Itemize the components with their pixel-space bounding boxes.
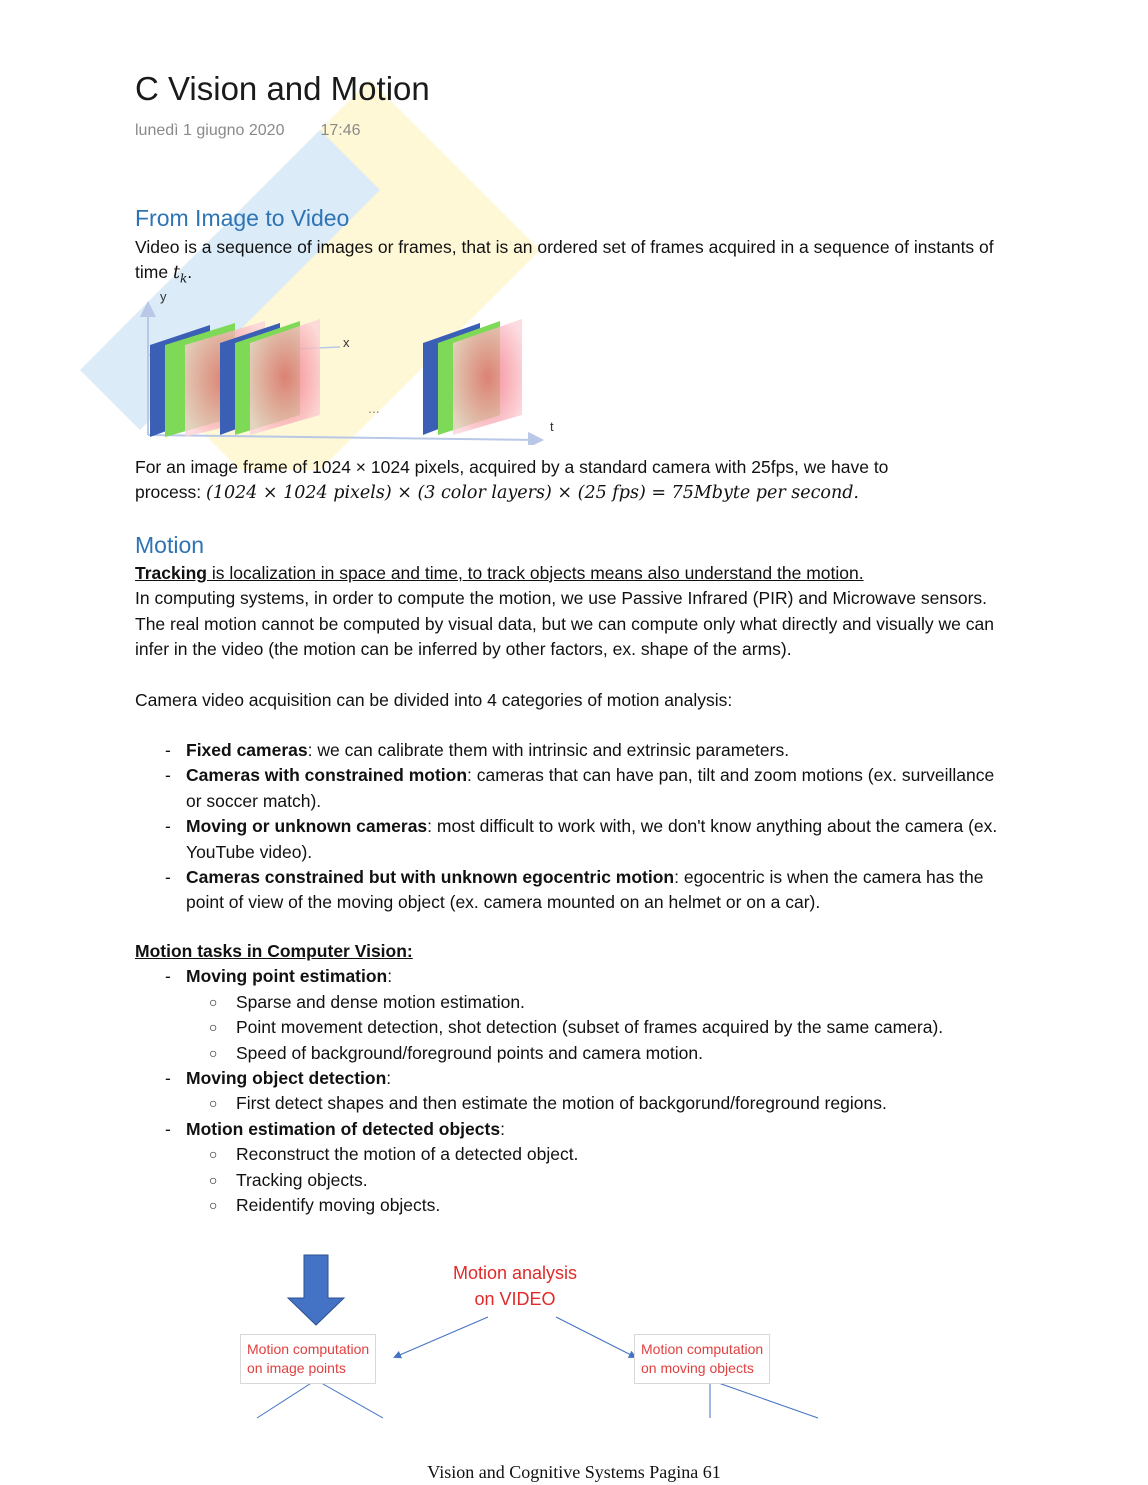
t-axis-label: t (550, 419, 554, 434)
calc-prefix: process: (135, 482, 206, 503)
list-dash: - (165, 816, 171, 837)
task-subitem (135, 1142, 1005, 1167)
list-dash: - (165, 765, 171, 786)
arrow-left-branch (395, 1317, 488, 1357)
task-title: Moving point estimation (186, 966, 388, 987)
circle-bullet-icon: ○ (209, 1095, 218, 1112)
task-title: Moving object detection (186, 1068, 387, 1089)
intro-end: . (187, 262, 193, 283)
circle-bullet-icon: ○ (209, 1146, 218, 1163)
category-item (135, 738, 1005, 763)
category-title: Moving or unknown cameras (186, 816, 428, 837)
page-date: lunedì 1 giugno 2020 (135, 122, 285, 139)
task-colon: : (500, 1118, 505, 1139)
tasks-list (135, 964, 1005, 1218)
circle-bullet-icon: ○ (209, 1171, 218, 1188)
right-box-line1: Motion computation (641, 1341, 764, 1357)
page-title: C Vision and Motion (135, 70, 430, 107)
tasks-heading: Motion tasks in Computer Vision: (135, 941, 413, 961)
category-text: : egocentric is when the camera has the point of view of the moving object (ex. camera mounted on an helmet or on a car). (186, 867, 984, 913)
motion-tasks (135, 939, 1005, 1218)
frames-ellipsis: ... (368, 400, 380, 416)
root-line1: Motion analysis (452, 1263, 578, 1283)
list-dash: - (165, 1068, 171, 1089)
task-group (135, 1117, 1005, 1142)
task-colon: : (386, 1068, 392, 1089)
task-colon: : (387, 966, 393, 987)
circle-bullet-icon: ○ (209, 1197, 218, 1214)
category-item (135, 865, 1005, 916)
task-subitem (135, 1168, 1005, 1193)
calc-line2 (135, 480, 1015, 506)
task-subitem-text: Speed of background/foreground points and camera motion. (236, 1042, 703, 1063)
category-title: Cameras with constrained motion (186, 765, 468, 786)
category-text: : we can calibrate them with intrinsic and extrinsic parameters. (307, 740, 790, 760)
category-title: Cameras constrained but with unknown egocentric motion (186, 867, 675, 888)
category-text: : most difficult to work with, we don't know anything about the camera (ex. YouTube video). (186, 816, 998, 862)
page-footer: Vision and Cognitive Systems Pagina 61 (427, 1462, 721, 1482)
arrow-right-branch (556, 1317, 635, 1357)
down-arrow-icon (288, 1255, 344, 1325)
calc-line1: For an image frame of 1024 × 1024 pixels, acquired by a standard camera with 25fps, we have to (135, 457, 889, 477)
task-subitem (135, 1041, 1005, 1066)
camera-categories-list (135, 738, 1005, 916)
task-subitem (135, 1015, 1005, 1040)
task-subitem (135, 1193, 1005, 1218)
task-group (135, 1066, 1005, 1091)
list-dash: - (165, 740, 171, 760)
task-subitem-text: First detect shapes and then estimate the motion of backgorund/foreground regions. (236, 1093, 887, 1114)
page-meta (135, 122, 361, 140)
left-box-line1: Motion computation (247, 1341, 370, 1357)
root-line2: on VIDEO (474, 1289, 556, 1309)
task-subitem-text: Reconstruct the motion of a detected object. (236, 1144, 579, 1165)
category-title: Fixed cameras (186, 740, 308, 760)
left-box-line2: on image points (247, 1360, 346, 1376)
intro-text: Video is a sequence of images or frames, that is an ordered set of frames acquired in a sequence of instants of time (135, 237, 994, 283)
left-child-line-2 (316, 1380, 383, 1418)
circle-bullet-icon: ○ (209, 1044, 218, 1061)
calc-paragraph (135, 455, 1015, 507)
tracking-term: Tracking (135, 563, 207, 583)
task-subitem (135, 1091, 1005, 1116)
section-heading-motion: Motion (135, 532, 205, 558)
task-subitem-text: Reidentify moving objects. (236, 1195, 441, 1216)
right-child-line-2 (710, 1380, 818, 1418)
task-title: Motion estimation of detected objects (186, 1118, 501, 1139)
diagram-box-image-points (240, 1334, 376, 1384)
categories-intro: Camera video acquisition can be divided into 4 categories of motion analysis: (135, 689, 733, 710)
intro-math-t: t (172, 263, 180, 284)
real-motion-paragraph: The real motion cannot be computed by visual data, but we can compute only what directly and visually we can infer in the video (the motion can be inferred by other factors, ex. shape of the arms). (135, 613, 994, 660)
category-item (135, 814, 1005, 865)
pir-paragraph: In computing systems, in order to compute the motion, we use Passive Infrared (PIR) and Microwave sensors. (135, 588, 988, 609)
page-time: 17:46 (320, 122, 361, 139)
task-subitem-text: Tracking objects. (236, 1169, 368, 1190)
category-item (135, 763, 1005, 814)
motion-paragraphs (135, 561, 1005, 713)
section1-intro (135, 235, 995, 292)
left-child-line-1 (257, 1380, 316, 1418)
task-subitem (135, 990, 1005, 1015)
video-frames-figure (140, 285, 570, 445)
tracking-text: is localization in space and time, to track objects means also understand the motion. (206, 563, 864, 583)
category-text: : cameras that can have pan, tilt and zoom motions (ex. surveillance or soccer match). (186, 765, 995, 811)
section-heading-image-to-video: From Image to Video (135, 205, 350, 231)
list-dash: - (165, 1118, 171, 1139)
t-axis (148, 435, 540, 440)
list-dash: - (165, 966, 171, 987)
x-axis-label: x (343, 335, 350, 350)
calc-formula: (1024 × 1024 pixels) × (3 color layers) × (25 fps) = 75Mbyte per second. (206, 483, 859, 504)
intro-math-sub: k (179, 271, 188, 286)
diagram-box-moving-objects (634, 1334, 770, 1384)
task-subitem-text: Sparse and dense motion estimation. (236, 991, 525, 1012)
task-subitem-text: Point movement detection, shot detection (subset of frames acquired by the same camera). (236, 1017, 944, 1038)
list-dash: - (165, 867, 171, 888)
tracking-definition (135, 561, 1005, 586)
right-box-line2: on moving objects (641, 1360, 754, 1376)
y-axis-label: y (160, 289, 167, 304)
circle-bullet-icon: ○ (209, 1019, 218, 1036)
circle-bullet-icon: ○ (209, 993, 218, 1010)
task-group (135, 964, 1005, 989)
